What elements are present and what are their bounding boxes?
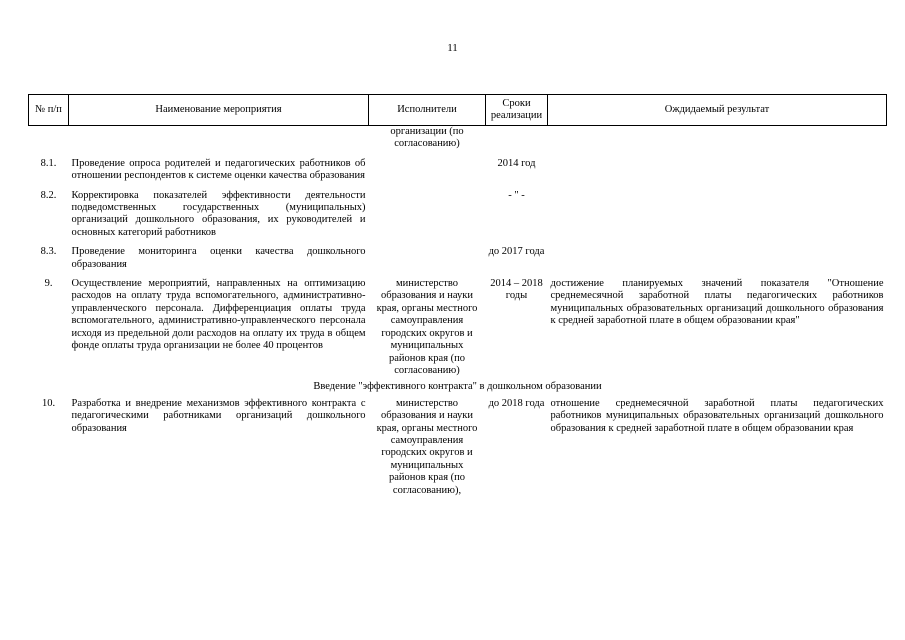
table-row <box>29 239 887 271</box>
table-row <box>29 183 887 240</box>
row-result: отношение среднемесячной заработной платы педагогических работников муниципальных образовательных организаций дошкольного образования к средней заработной плате в общем образовании края <box>550 397 884 434</box>
table-row <box>29 271 887 377</box>
header-term: Сроки реализации <box>486 95 548 126</box>
header-exec: Исполнители <box>369 95 486 126</box>
table-header-row <box>29 95 887 126</box>
row-name: Проведение опроса родителей и педагогических работников об отношении респондентов к системе оценки качества образования <box>71 157 366 182</box>
row-result: достижение планируемых значений показателя "Отношение среднемесячной заработной платы педагогических работников муниципальных образовательных организаций дошкольного образования к средней заработной плате в общем образовании края" <box>550 278 884 327</box>
header-result: Ождидаемый результат <box>548 95 887 126</box>
header-name: Наименование мероприятия <box>69 95 369 126</box>
row-term: до 2017 года <box>488 246 545 258</box>
row-num: 10. <box>41 397 56 409</box>
row-num: 8.2. <box>40 189 57 201</box>
header-num: № п/п <box>29 95 69 126</box>
row-name: Разработка и внедрение механизмов эффективного контракта с педагогическими работниками организаций дошкольного образования <box>71 397 366 434</box>
row-exec: министерство образования и науки края, органы местного самоуправления городских округов и муниципальных районов края (по согласованию), <box>376 397 478 496</box>
row-term: до 2018 года <box>488 397 545 409</box>
row-name: Проведение мониторинга оценки качества дошкольного образования <box>71 246 366 270</box>
table-row <box>29 398 887 497</box>
row-result <box>548 151 887 183</box>
measures-table <box>28 94 887 497</box>
row-exec <box>369 183 486 240</box>
row-exec <box>369 239 486 271</box>
row-term: 2014 год <box>497 157 536 169</box>
continuation-exec: организации (по согласованию) <box>390 126 464 150</box>
row-term: - " - <box>508 189 525 201</box>
row-exec: министерство образования и науки края, органы местного самоуправления городских округов и муниципальных районов края (по согласованию) <box>376 278 478 376</box>
row-num: 8.3. <box>40 246 57 258</box>
row-name: Осуществление мероприятий, направленных на оптимизацию расходов на оплату труда вспомогательного, административно-управленческого персонала. Дифференциация оплаты труда вспомогательного, административно-управленческого персонала исходя из предельной доли расходов на оплату их труда в общем фонде оплаты труда организации не более 40 процентов <box>71 278 366 352</box>
section-row <box>29 377 887 397</box>
row-exec <box>369 151 486 183</box>
continuation-row <box>29 126 887 151</box>
section-title: Введение "эффективного контракта" в дошкольном образовании <box>313 381 602 393</box>
row-name: Корректировка показателей эффективности деятельности подведомственных государственных (муниципальных) организаций дошкольного образования, их руководителей и основных категорий работников <box>71 189 366 238</box>
row-num: 9. <box>44 278 53 290</box>
table-row <box>29 151 887 183</box>
row-result <box>548 183 887 240</box>
row-num: 8.1. <box>40 157 57 169</box>
page-number: 11 <box>447 42 458 54</box>
row-result <box>548 239 887 271</box>
row-term: 2014 – 2018 годы <box>490 278 543 302</box>
